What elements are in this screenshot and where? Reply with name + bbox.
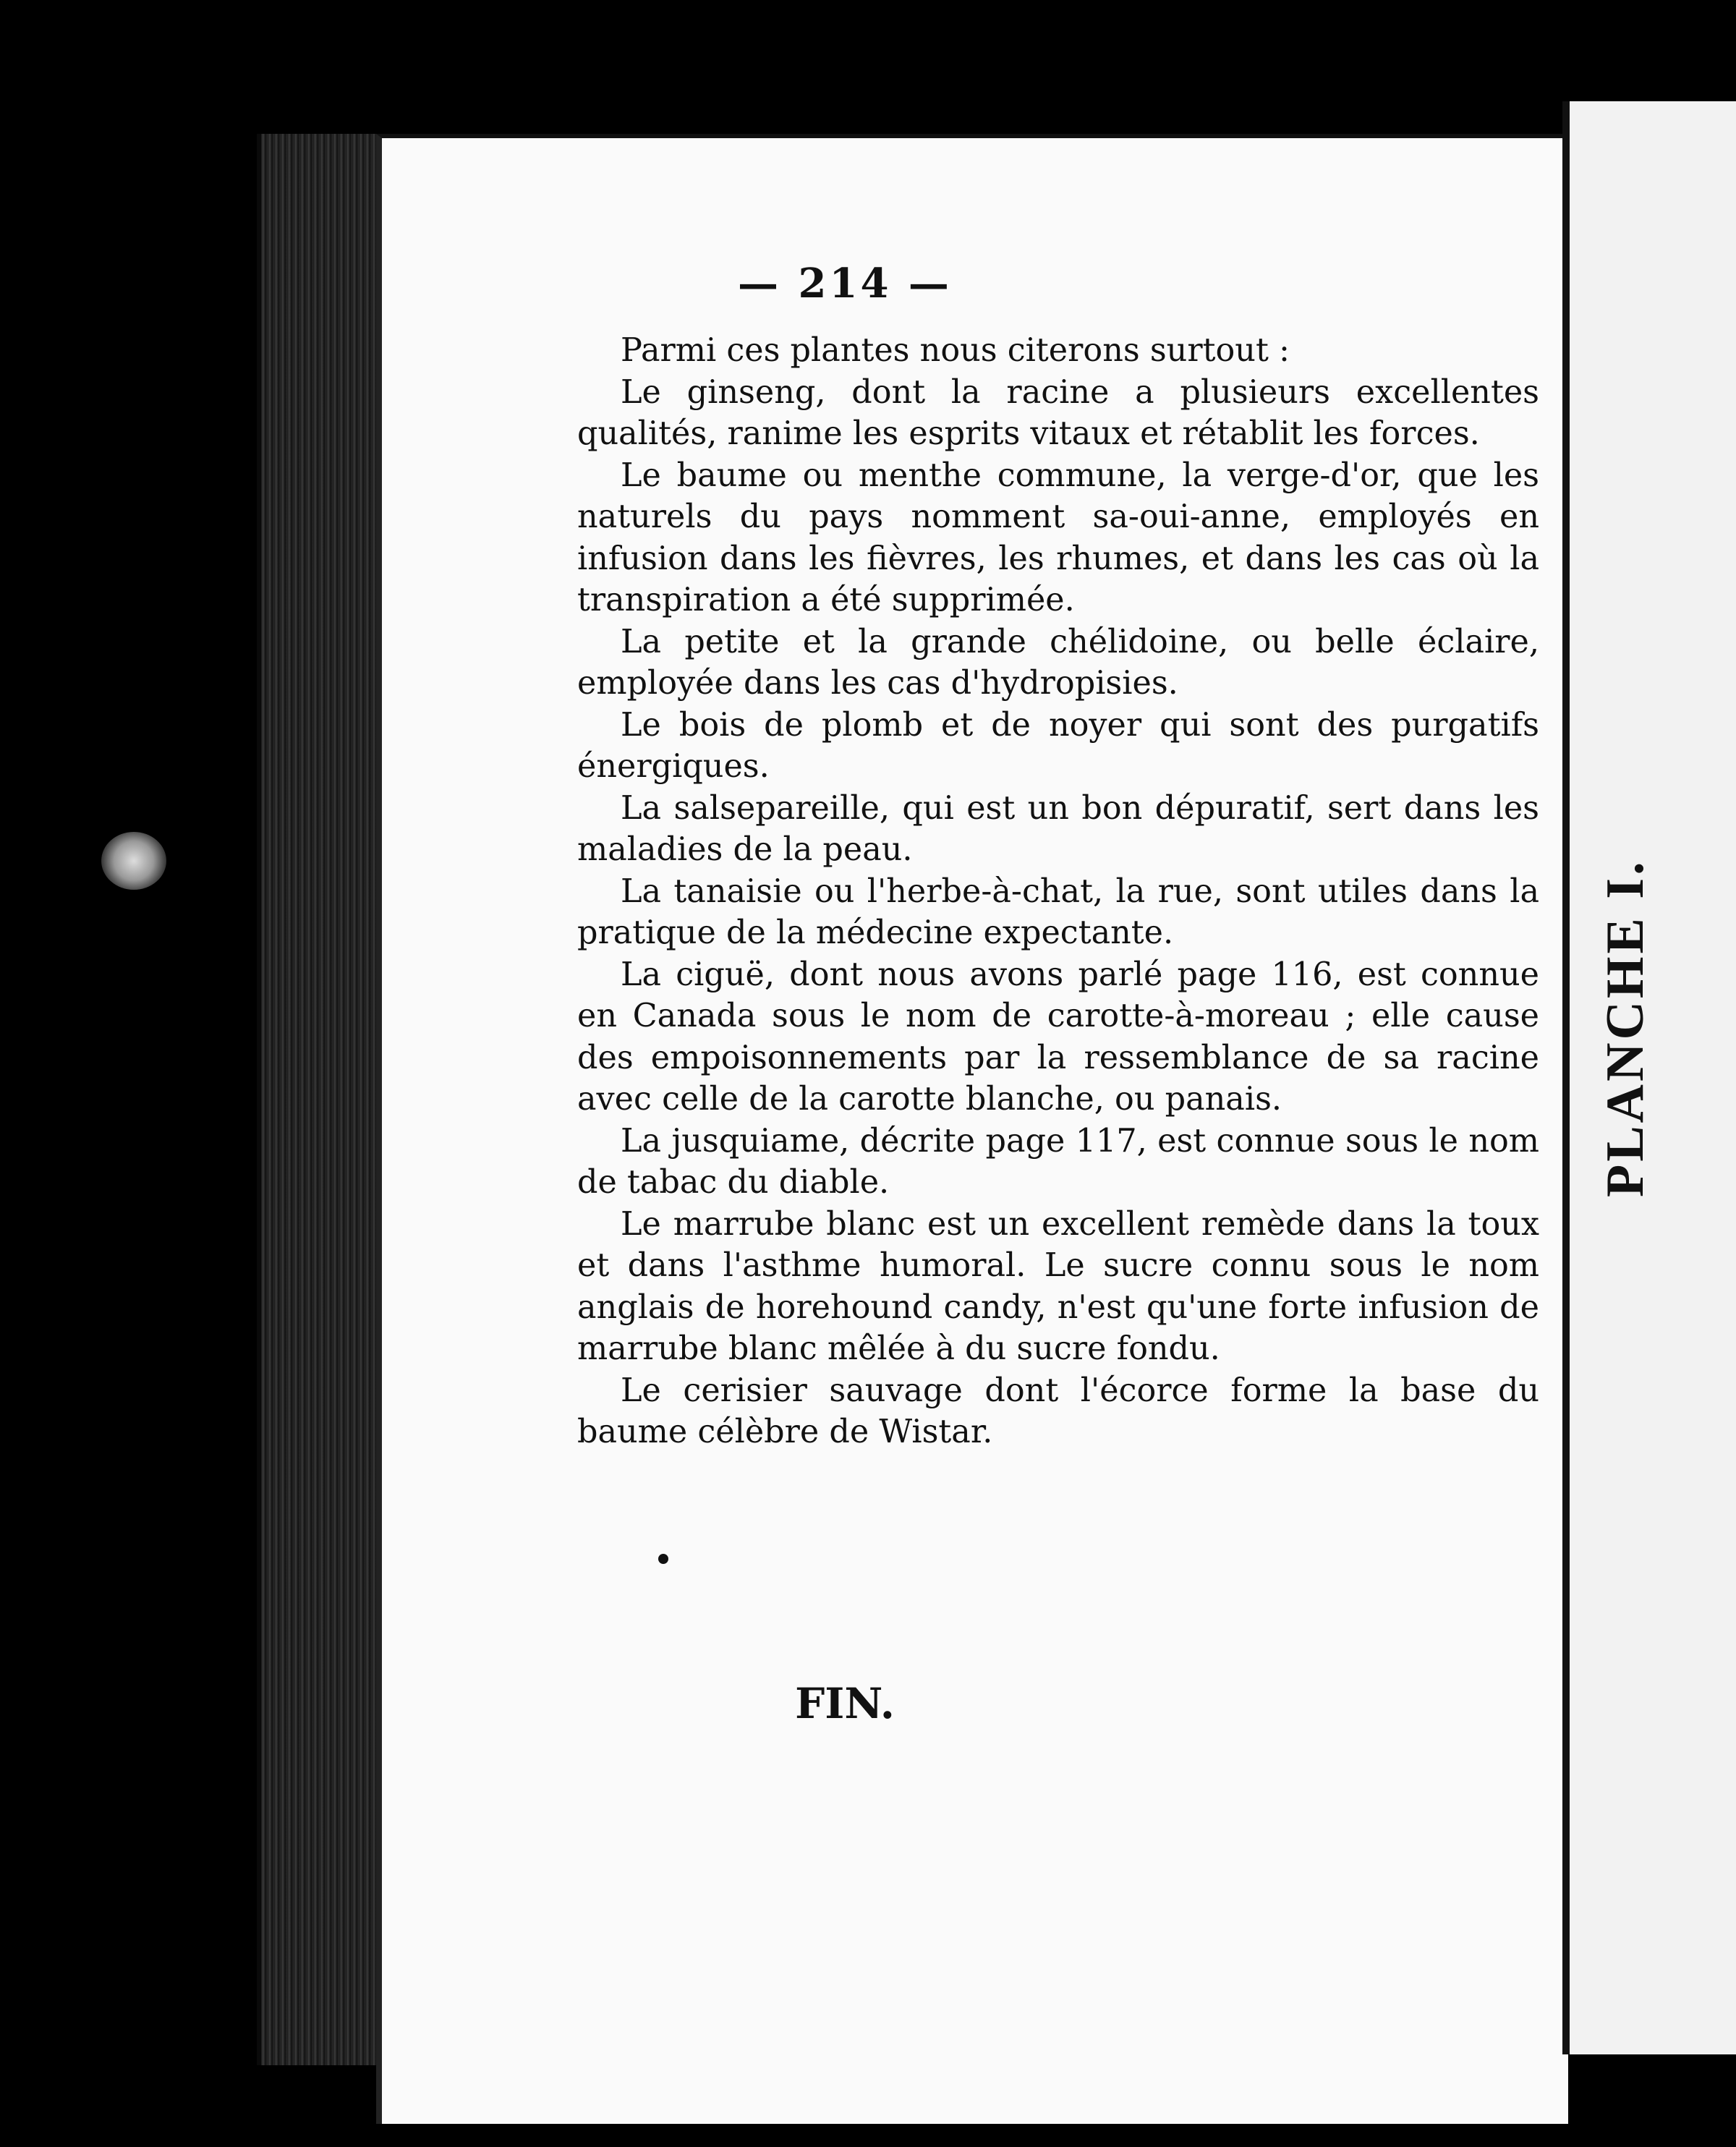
book-page xyxy=(376,134,1568,2124)
paragraph: La salsepareille, qui est un bon dépuratif, sert dans les maladies de la peau. xyxy=(577,789,1539,868)
paragraph: La tanaisie ou l'herbe-à-chat, la rue, sont utiles dans la pratique de la médecine expectante. xyxy=(577,872,1539,951)
plate-label: PLANCHE I. xyxy=(1596,859,1655,1197)
paragraph: La jusquiame, décrite page 117, est connue sous le nom de tabac du diable. xyxy=(577,1122,1539,1201)
end-mark: FIN. xyxy=(795,1679,895,1728)
paragraph: Parmi ces plantes nous citerons surtout : xyxy=(621,332,1290,369)
paragraph: La ciguë, dont nous avons parlé page 116, est connue en Canada sous le nom de carotte-à-moreau ; elle cause des empoisonnements par la ressemblance de sa racine avec celle de la carotte blanche, ou panais. xyxy=(577,956,1539,1118)
paragraph: Le marrube blanc est un excellent remède dans la toux et dans l'asthme humoral. Le sucre connu sous le nom anglais de horehound candy, n'est qu'une forte infusion de marrube blanc mêlée à du sucre fondu. xyxy=(577,1205,1539,1367)
book-edge xyxy=(257,134,391,2065)
page-number: — 214 — xyxy=(738,260,952,307)
paragraph: Le cerisier sauvage dont l'écorce forme la base du baume célèbre de Wistar. xyxy=(577,1372,1539,1450)
paragraph: Le baume ou menthe commune, la verge-d'or, que les naturels du pays nomment sa-oui-anne, employés en infusion dans les fièvres, les rhumes, et dans les cas où la transpiration a été supprimée. xyxy=(577,456,1539,618)
paragraph: Le bois de plomb et de noyer qui sont des purgatifs énergiques. xyxy=(577,706,1539,785)
bullet-icon xyxy=(658,1554,668,1564)
page-stain xyxy=(101,832,166,890)
body-text xyxy=(577,330,1539,1453)
paragraph: Le ginseng, dont la racine a plusieurs excellentes qualités, ranime les esprits vitaux et rétablit les forces. xyxy=(577,373,1539,452)
paragraph: La petite et la grande chélidoine, ou belle éclaire, employée dans les cas d'hydropisies. xyxy=(577,623,1539,702)
